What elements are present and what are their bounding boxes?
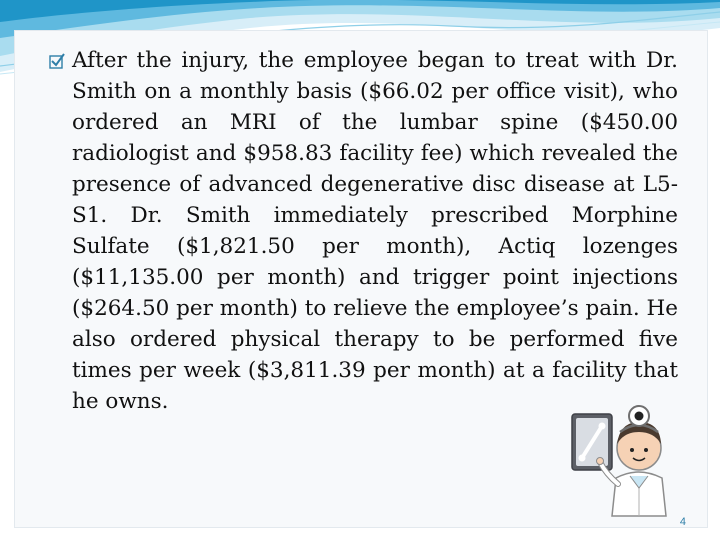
- body-paragraph: After the injury, the employee began to treat with Dr. Smith on a monthly basis ($66.02 per office visit), who ordered an MRI of the lumbar spine ($450.00 radiologist and $958.83 facility fee) which revealed the presence of advanced degenerative disc disease at L5-S1. Dr. Smith immediately prescribed Morphine Sulfate ($1,821.50 per month), Actiq lozenges ($11,135.00 per month) and trigger point injections ($264.50 per month) to relieve the employee’s pain. He also ordered physical therapy to be performed five times per week ($3,811.39 per month) at a facility that he owns.: [72, 48, 678, 414]
- doctor-xray-icon: [566, 392, 684, 518]
- checkbox-bullet-icon: [48, 52, 66, 70]
- page-number: 4: [679, 516, 686, 528]
